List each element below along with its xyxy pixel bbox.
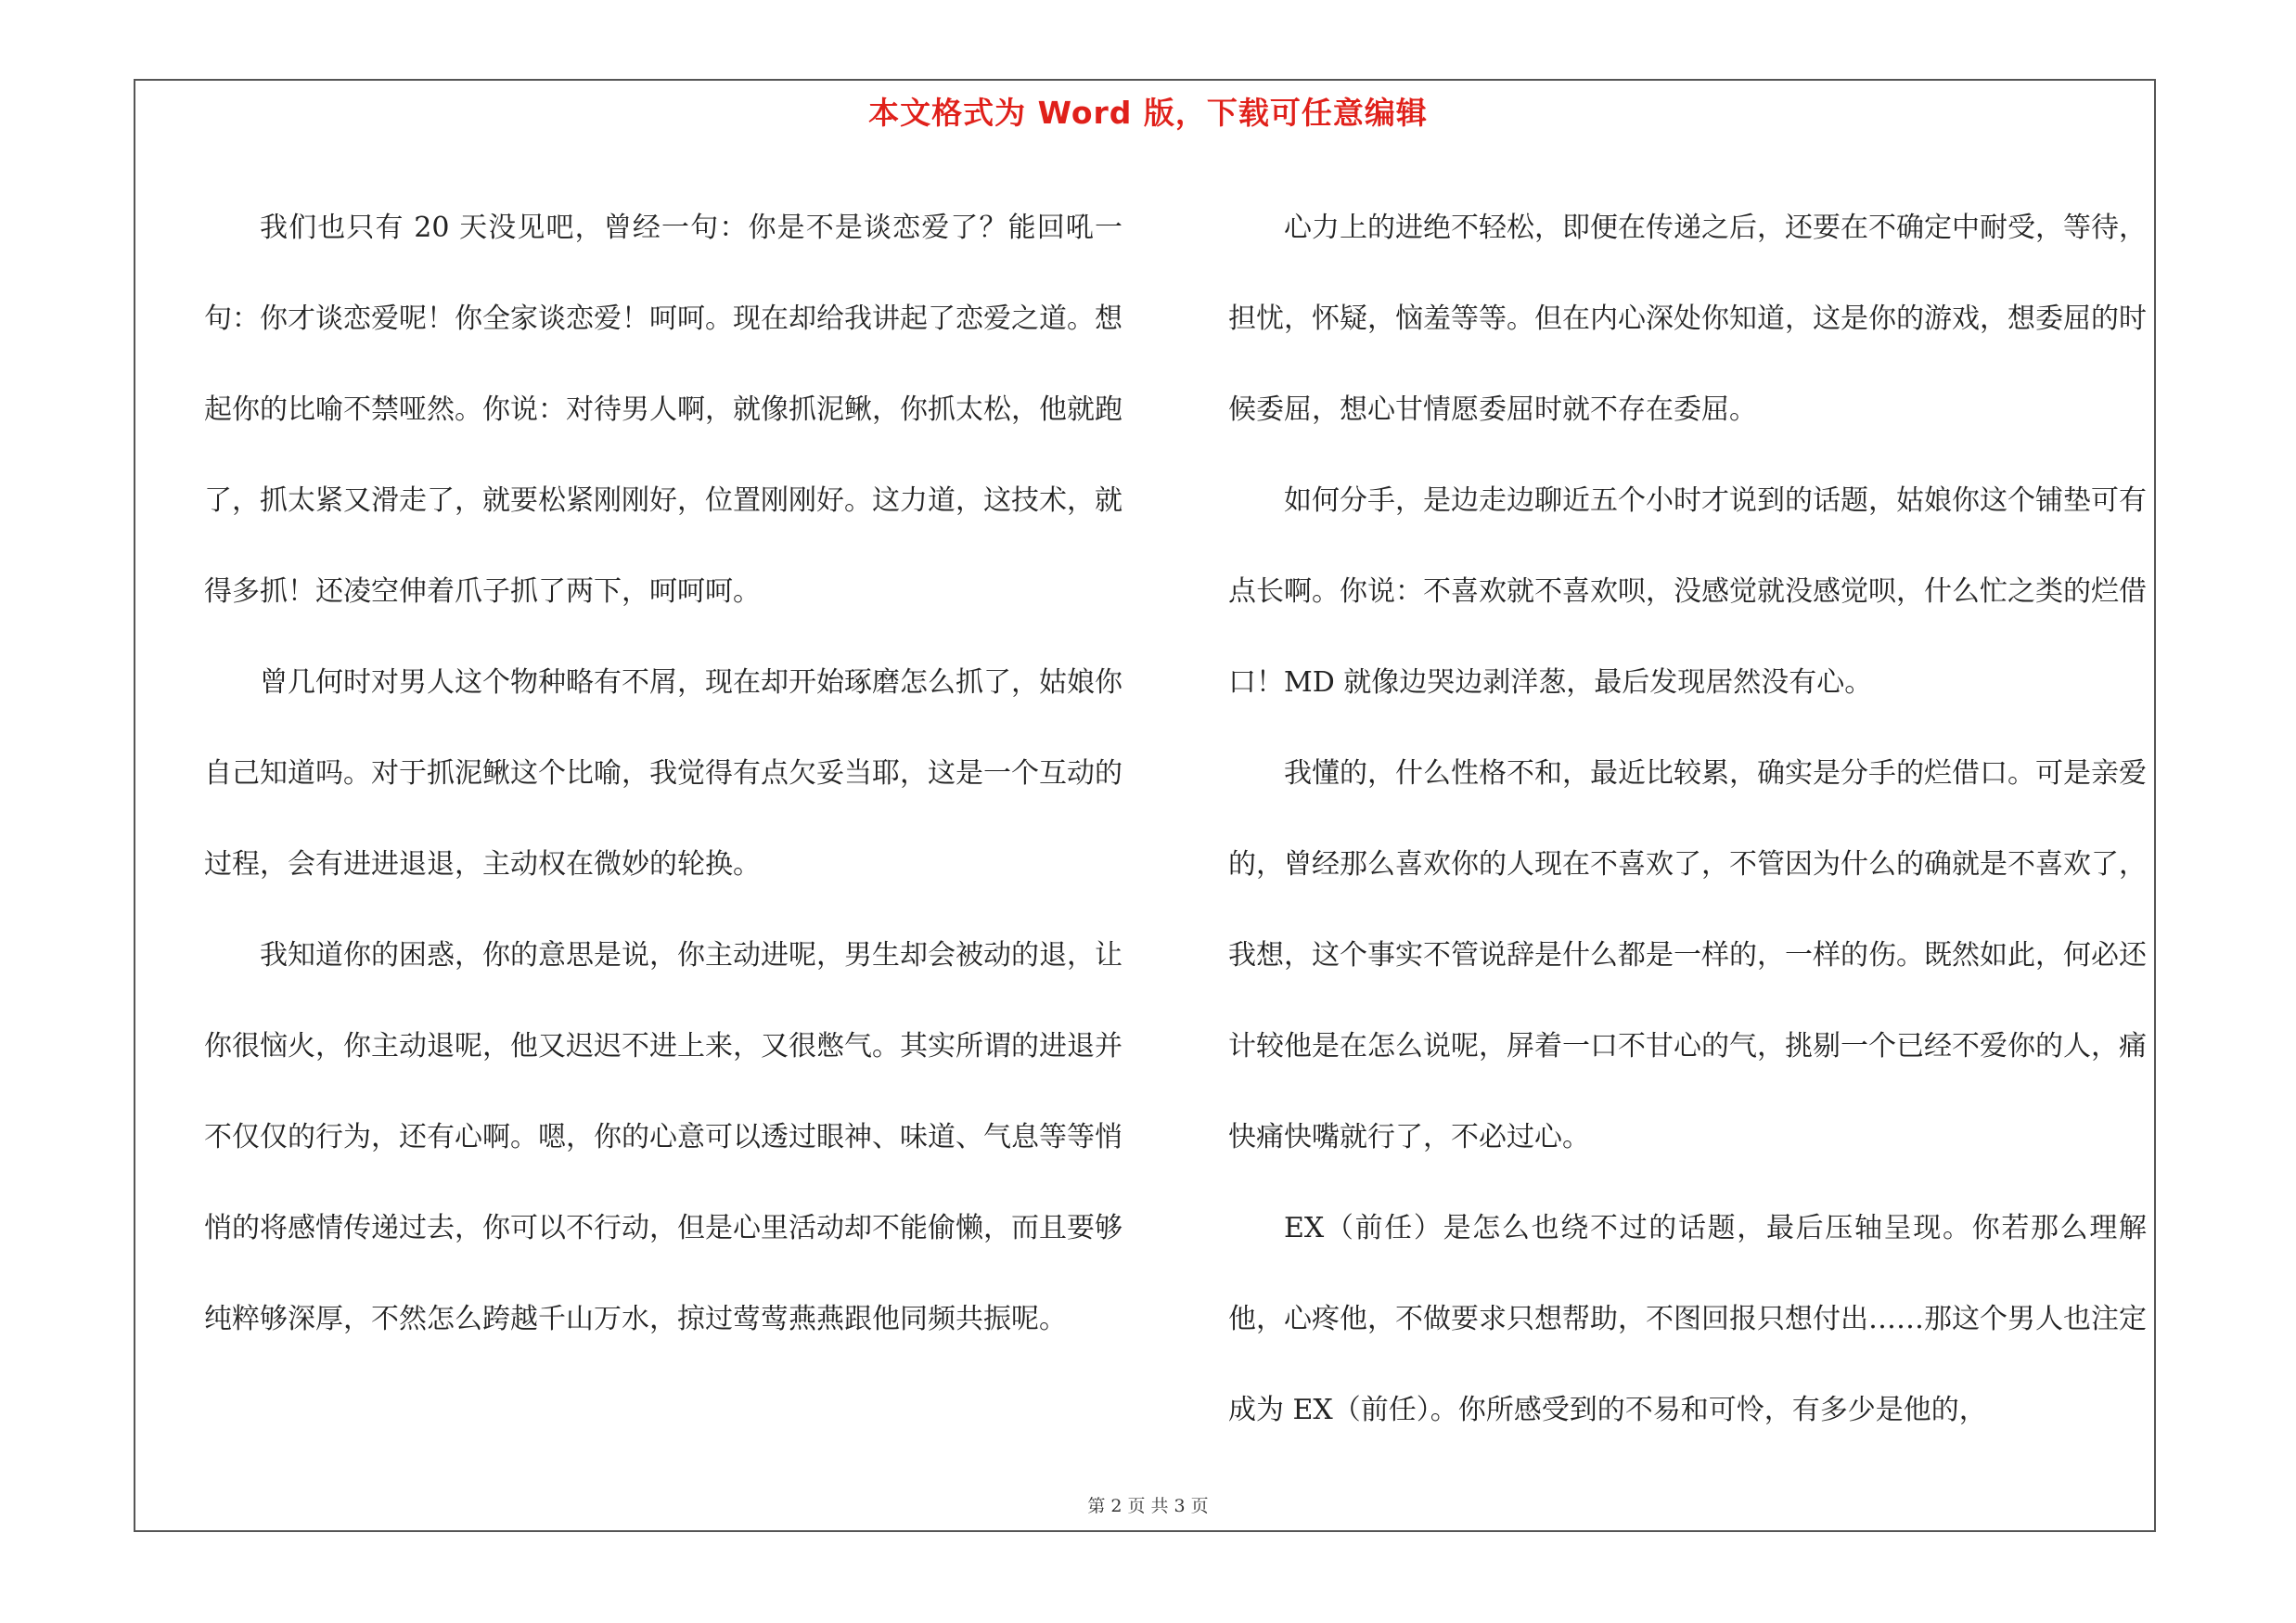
page-number-footer: 第 2 页 共 3 页 — [1087, 1496, 1209, 1516]
paragraph: 如何分手，是边走边聊近五个小时才说到的话题，姑娘你这个铺垫可有点长啊。你说：不喜欢就不喜欢呗，没感觉就没感觉呗，什么忙之类的烂借口！MD 就像边哭边剥洋葱，最后发现居然没有心。 — [1228, 484, 2147, 699]
format-banner: 本文格式为 Word 版，下载可任意编辑 — [868, 95, 1428, 131]
paragraph: 我们也只有 20 天没见吧，曾经一句：你是不是谈恋爱了？能回吼一句：你才谈恋爱呢！你全家谈恋爱！呵呵。现在却给我讲起了恋爱之道。想起你的比喻不禁哑然。你说：对待男人啊，就像抓泥鳅，你抓太松，他就跑了，抓太紧又滑走了，就要松紧刚刚好，位置刚刚好。这力道，这技术，就得多抓！还凌空伸着爪子抓了两下，呵呵呵。 — [204, 212, 1122, 608]
right-column — [1228, 183, 2147, 1456]
paragraph: EX（前任）是怎么也绕不过的话题，最后压轴呈现。你若那么理解他，心疼他，不做要求只想帮助，不图回报只想付出……那这个男人也注定成为 EX（前任）。你所感受到的不易和可怜，有多少是他的， — [1228, 1212, 2147, 1426]
left-column — [204, 183, 1122, 1365]
paragraph: 我懂的，什么性格不和，最近比较累，确实是分手的烂借口。可是亲爱的，曾经那么喜欢你的人现在不喜欢了，不管因为什么的确就是不喜欢了，我想，这个事实不管说辞是什么都是一样的，一样的伤。既然如此，何必还计较他是在怎么说呢，屏着一口不甘心的气，挑剔一个已经不爱你的人，痛快痛快嘴就行了，不必过心。 — [1228, 757, 2147, 1153]
paragraph-continuation: 心力上的进绝不轻松，即便在传递之后，还要在不确定中耐受，等待，担忧，怀疑，恼羞等等。但在内心深处你知道，这是你的游戏，想委屈的时候委屈，想心甘情愿委屈时就不存在委屈。 — [1228, 212, 2147, 426]
paragraph: 我知道你的困惑，你的意思是说，你主动进呢，男生却会被动的退，让你很恼火，你主动退呢，他又迟迟不进上来，又很憋气。其实所谓的进退并不仅仅的行为，还有心啊。嗯，你的心意可以透过眼神、味道、气息等等悄悄的将感情传递过去，你可以不行动，但是心里活动却不能偷懒，而且要够纯粹够深厚，不然怎么跨越千山万水，掠过莺莺燕燕跟他同频共振呢。 — [204, 939, 1122, 1335]
paragraph: 曾几何时对男人这个物种略有不屑，现在却开始琢磨怎么抓了，姑娘你自己知道吗。对于抓泥鳅这个比喻，我觉得有点欠妥当耶，这是一个互动的过程，会有进进退退，主动权在微妙的轮换。 — [204, 666, 1122, 881]
